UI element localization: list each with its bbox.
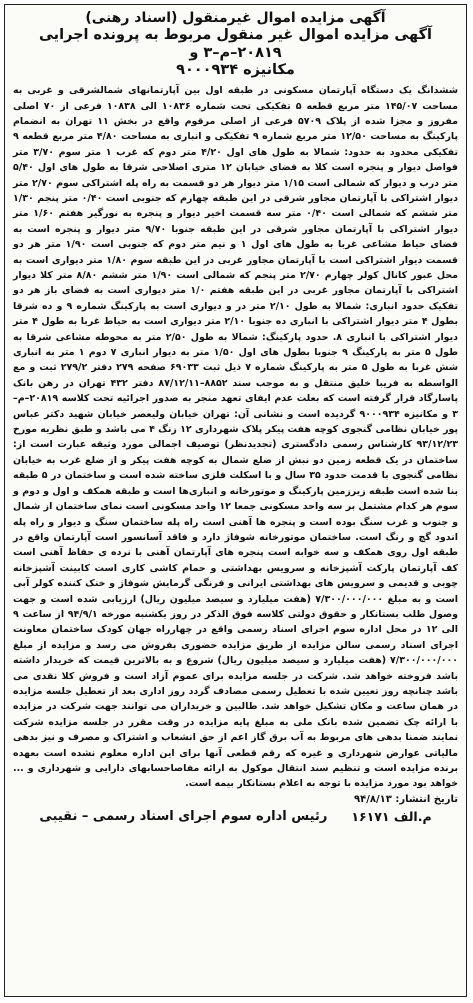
notice-code: ۱۶۱۷۱ م.الف [351,808,432,824]
notice-title: آگهی مزایده اموال غیرمنقول (اسناد رهنی) [85,10,386,26]
signature: رئیس اداره سوم اجرای اسناد رسمی – نقیبی [39,808,328,824]
notice-case-number: مکانیزه ۹۰۰۰۹۳۴ [176,62,295,79]
notice-frame [4,4,467,997]
notice-footer [13,809,458,824]
notice-subtitle: آگهی مزایده اموال غیر منقول مربوط به پرونده اجرایی ۲۰۸۱۹–م–۳ و [38,27,433,61]
notice-body: ششدانگ یک دستگاه آپارتمان مسکونی در طبقه اول بین آپارتمانهای شمالشرقی و غربی به مساحت ۱۴۵/۰۷ متر مربع قطعه ۵ تفکیکی تحت شماره ۱۰۸۳۶ الی ۱۰۸۳۸ فرعی از ۷۰ اصلی مفروز و مجزا شده از پلاک ۵۷۰۹ فرعی از اصلی مرقوم واقع در بخش ۱۱ تهران به انضمام پارکینگ به مساحت ۱۲/۵۰ متر مربع شماره ۹ تفکیکی و انباری به مساحت ۴/۸۰ متر مربع قطعه ۹ تفکیکی محدود به حدود: شمالا به طول های اول ۴/۲۰ متر دوم که غرب ۱ متر سوم ۳/۷۰ متر فواصل دیوار و پنجره است کلا به فضای خیابان ۱۲ متری اصلاحی شرقا به طول های اول ۵/۴۰ متر درب و دیوار که شمالی است ۱/۱۵ متر دیوار هر دو قسمت به راه پله اشتراکی سوم ۲/۷۰ متر دیوار اشتراکی با آپارتمان مجاور شرقی در این طبقه چهارم که جنوبی است ۰/۴۰ متر پنجم ۱/۳۰ متر ششم که شمالی است ۰/۴۰ متر سه قسمت اخیر دیوار و پنجره به نورگیر هفتم ۱/۶۰ متر دیوار اشتراکی با آپارتمان مجاور شرقی در این طبقه جنوبا ۹/۷۰ متر دیوار و پنجره است به فضای حیاط مشاعی غربا به طول های اول ۱ و نیم متر دوم که جنوبی است ۱/۹۰ متر هر دو قسمت دیوار اشتراکی است با آپارتمان مجاور غربی در این طبقه سوم ۱/۸۰ متر دیواری است به محل عبور کانال کولر چهارم ۲/۷۰ متر پنجم که شمالی است ۱/۹۰ متر ششم ۸/۸۰ متر کلا دیوار اشتراکی با آپارتمان مجاور غربی در این طبقه هفتم ۱/۰ متر دیواری است به فضای باز هر دو تفکیک حدود انباری: شمالا به طول ۲/۱۰ متر در و دیواری است به پارکینگ شماره ۹ و ده شرقا بطول ۴ متر دیوار اشتراکی با انباری ده جنوبا ۲/۱۰ متر دیواری است به حیاط غربا به طول ۴ متر دیوار اشتراکی با انباری ۸. حدود پارکینگ: شمالا به طول ۲/۵۰ متر به محوطه مشاعی شرقا به طول ۵ متر به پارکینگ ۹ جنوبا بطول های اول ۱/۵۰ متر به دیوار انباری ۷ دوم ۱ متر به انباری شش غربا به طول ۵ متر به پارکینگ شماره ۷ ذیل ثبت ۶۹۰۳۳ صفحه ۲۷۹ دفتر ۲۷۹/۲ ثبت و مع الواسطه به فریبا خلیق منتقل و به موجب سند ۸۸۵۲–۸۷/۱۲/۱۱ دفتر ۴۳۲ تهران در رهن بانک پاسارگاد قرار گرفته است که بعلت عدم ایفای تعهد منجر به صدور اجرائیه تحت کلاسه ۲۰۸۱۹–م–۳ و مکانیزه ۹۰۰۰۹۳۴ گردیده است و نشانی آن: تهران خیابان ولیعصر خیابان شهید دکتر عباس پور خیابان نظامی گنجوی کوچه هفت پیکر پلاک شهرداری ۱۲ زنگ ۴ می باشد و طبق نظریه مورخ ۹۳/۱۲/۲۳ کارشناس رسمی دادگستری (تجدیدنظر) توصیف اجمالی مورد وثیقه عبارت است از: ساختمان در یک قطعه زمین دو نبش از ضلع شمال به کوچه هفت پیکر و از ضلع غرب به خیابان نظامی گنجوی با قدمت حدود ۳۵ سال و با اسکلت فلزی ساخته شده است و ساختمان در ۵ طبقه بنا شده است طبقه زیرزمین پارکینگ و موتورخانه و انباری‌ها است و طبقه همکف و اول و دوم و سوم هر کدام مشتمل بر سه واحد مسکونی جمعا ۱۲ واحد مسکونی است نمای ساختمان از شمال و جنوب و غرب سنگ بوده است و پنجره ها آهنی است راه پله ساختمان سنگ و دیوار و راه پله اندود گچ و رنگ است. ساختمان موتورخانه شوفاژ دارد و فاقد آسانسور است آپارتمان واقع در طبقه اول روی همکف و سه خوابه است پنجره های آپارتمان آهنی با نرده ی حفاظ آهنی است کف آپارتمان پارکت آشپزخانه و سرویس بهداشتی و حمام کاشی کاری است کابینت آشپزخانه چوبی و قدیمی و سرویس های بهداشتی ایرانی و فرنگی گرمایش شوفاژ و خنک کننده کولر آبی است و به مبلغ ۷/۳۰۰/۰۰۰/۰۰۰ (هفت میلیارد و سیصد میلیون ریال) ارزیابی شده است و جهت وصول طلب بستانکار و حقوق دولتی کلاسه فوق الذکر در روز یکشنبه مورخه ۹۴/۹/۱ از ساعت ۹ الی ۱۲ در محل اداره سوم اجرای اسناد رسمی واقع در چهارراه جهان کودک ساختمان معاونت اجرای اسناد رسمی سالن مزایده از طریق مزایده حضوری بفروش می رسد و مزایده از مبلغ ۷/۳۰۰/۰۰۰/۰۰۰ (هفت میلیارد و سیصد میلیون ریال) شروع و به بالاترین قیمت که خریدار داشته باشد فروخته خواهد شد. شرکت در جلسه مزایده برای عموم آزاد است و فروش کلا نقدی می باشد چنانچه روز تعیین شده با تعطیل رسمی مصادف گردد روز اداری بعد از تعطیل جلسه مزایده در همان ساعت و مکان تشکیل خواهد شد. طالبین و خریداران می توانند جهت شرکت در مزایده با ارائه چک تضمین شده بانک ملی به مبلغ پایه مزایده در وقت مقرر در جلسه مزایده شرکت نمایند ضمنا بدهی های مربوط به آب برق گاز اعم از حق انشعاب و اشتراک و مصرف و نیز بدهی مالیاتی عوارض شهرداری و غیره که رقم قطعی آنها برای این اداره معلوم نشده است بعهده برنده مزایده است و تنظیم سند انتقال موکول به ارائه مفاصاحسابهای دارایی و شهرداری و ... خواهد بود مورد مزایده با توجه به اعلام بستانکار بیمه است. [13,85,459,790]
publication-date: تاریخ انتشار: ۹۴/۸/۱۳ [354,793,458,805]
